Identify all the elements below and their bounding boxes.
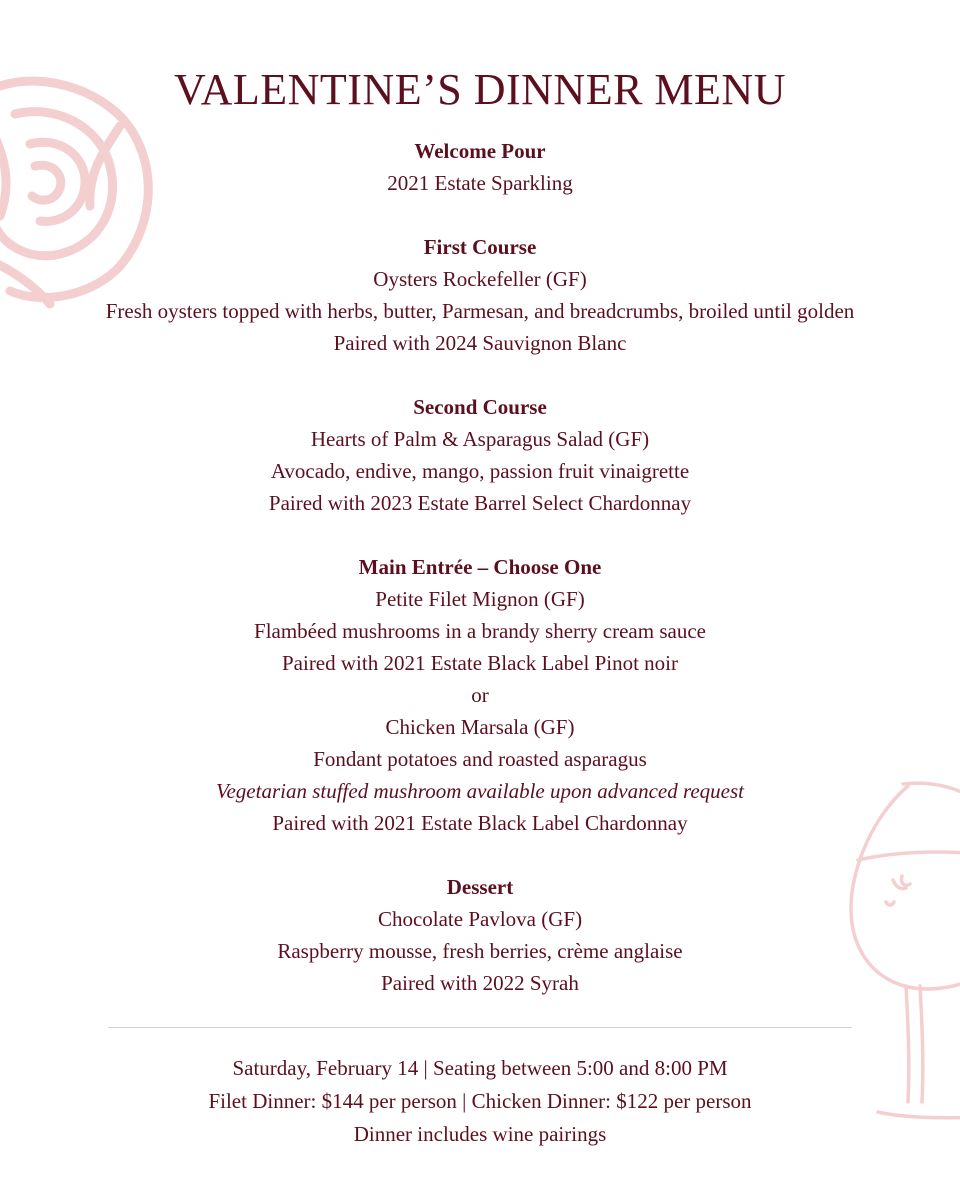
menu-line: 2021 Estate Sparkling — [387, 171, 573, 195]
dish-name: Hearts of Palm & Asparagus Salad (GF) — [310, 427, 650, 451]
section-heading: Main Entrée – Choose One — [358, 555, 602, 579]
wine-pairing: Paired with 2024 Sauvignon Blanc — [333, 331, 627, 355]
or-separator: or — [471, 683, 489, 707]
section-welcome-pour — [0, 135, 960, 199]
dish-description: Raspberry mousse, fresh berries, crème anglaise — [277, 939, 683, 963]
vegetarian-note: Vegetarian stuffed mushroom available upon advanced request — [215, 779, 745, 803]
pricing: Filet Dinner: $144 per person | Chicken Dinner: $122 per person — [208, 1089, 752, 1113]
menu-title: VALENTINE’S DINNER MENU — [174, 65, 786, 114]
section-second-course — [0, 391, 960, 519]
dish-name: Chicken Marsala (GF) — [385, 715, 575, 739]
section-main-entree — [0, 551, 960, 839]
footer-info — [0, 1052, 960, 1151]
date-and-seating: Saturday, February 14 | Seating between 5:00 and 8:00 PM — [232, 1056, 728, 1080]
section-dessert — [0, 871, 960, 999]
section-heading: Dessert — [446, 875, 514, 899]
dish-name: Petite Filet Mignon (GF) — [375, 587, 585, 611]
dish-name: Chocolate Pavlova (GF) — [377, 907, 583, 931]
wine-pairing: Paired with 2021 Estate Black Label Chardonnay — [272, 811, 688, 835]
inclusion-note: Dinner includes wine pairings — [353, 1122, 607, 1146]
wine-pairing: Paired with 2022 Syrah — [381, 971, 579, 995]
footer-divider — [108, 1027, 852, 1028]
wine-pairing: Paired with 2023 Estate Barrel Select Chardonnay — [268, 491, 692, 515]
dish-description: Avocado, endive, mango, passion fruit vinaigrette — [270, 459, 690, 483]
section-heading: Welcome Pour — [414, 139, 546, 163]
section-heading: Second Course — [413, 395, 547, 419]
dish-name: Oysters Rockefeller (GF) — [373, 267, 587, 291]
wine-pairing: Paired with 2021 Estate Black Label Pinot noir — [281, 651, 678, 675]
dish-description: Flambéed mushrooms in a brandy sherry cream sauce — [254, 619, 706, 643]
dish-description: Fondant potatoes and roasted asparagus — [313, 747, 647, 771]
section-heading: First Course — [423, 235, 537, 259]
section-first-course — [0, 231, 960, 359]
dish-description: Fresh oysters topped with herbs, butter, Parmesan, and breadcrumbs, broiled until golden — [105, 299, 855, 323]
